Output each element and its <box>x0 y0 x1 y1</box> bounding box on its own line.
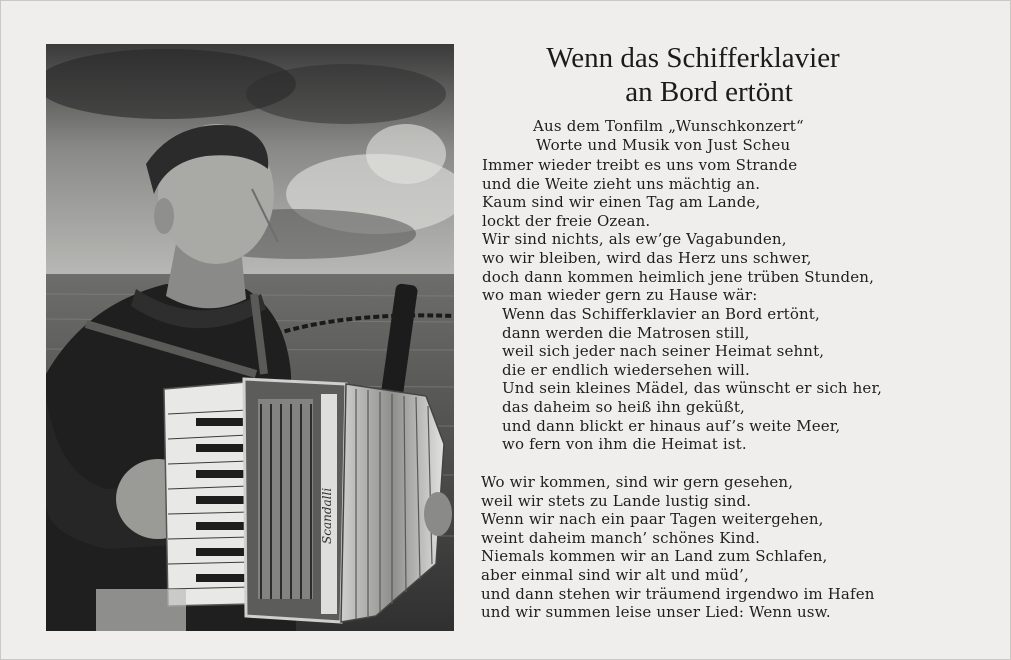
verse-line: Immer wieder treibt es uns vom Strande <box>482 156 798 174</box>
verse-line: und wir summen leise unser Lied: Wenn usw. <box>481 603 831 622</box>
refrain-line: wo fern von ihm die Heimat ist. <box>502 435 747 454</box>
refrain-line: und dann blickt er hinaus auf’s weite Meer, <box>502 416 841 435</box>
accordion-brand-label: Scandalli <box>320 487 334 544</box>
verse-line: wo man wieder gern zu Hause wär: <box>482 286 758 305</box>
refrain-line: Wenn das Schifferklavier an Bord ertönt, <box>502 305 820 323</box>
verse-line: Niemals kommen wir an Land zum Schlafen, <box>481 547 828 566</box>
refrain-line: Und sein kleines Mädel, das wünscht er sich her, <box>502 379 883 398</box>
verse-line: Kaum sind wir einen Tag am Lande, <box>482 193 761 212</box>
verse-line: doch dann kommen heimlich jene trüben Stunden, <box>482 267 874 286</box>
verse-2 <box>481 473 875 622</box>
verse-line: lockt der freie Ozean. <box>482 211 651 230</box>
author-credit: Worte und Musik von Just Scheu <box>536 136 791 154</box>
refrain-line: weil sich jeder nach seiner Heimat sehnt, <box>502 342 825 361</box>
refrain-line: das daheim so heiß ihn geküßt, <box>502 397 745 416</box>
verse-line: Wir sind nichts, als ew’ge Vagabunden, <box>482 230 787 249</box>
verse-line: und dann stehen wir träumend irgendwo im Hafen <box>481 584 875 603</box>
film-credit: Aus dem Tonfilm „Wunschkonzert“ <box>533 117 804 135</box>
song-title-line-2: an Bord ertönt <box>625 76 793 108</box>
verse-line: Wenn wir nach ein paar Tagen weitergehen, <box>481 510 824 529</box>
verse-line: weil wir stets zu Lande lustig sind. <box>481 491 752 510</box>
verse-1 <box>482 156 874 305</box>
accordion <box>164 379 444 622</box>
verse-line: aber einmal sind wir alt und müd’, <box>481 565 749 584</box>
refrain-line: die er endlich wiedersehen will. <box>502 360 750 379</box>
verse-line: und die Weite zieht uns mächtig an. <box>482 174 761 193</box>
verse-line: weint daheim manch’ schönes Kind. <box>481 528 761 547</box>
refrain-line: dann werden die Matrosen still, <box>502 323 750 342</box>
photo-illustration <box>46 44 454 631</box>
verse-line: wo wir bleiben, wird das Herz uns schwer, <box>482 248 812 267</box>
refrain <box>502 305 882 454</box>
verse-line: Wo wir kommen, sind wir gern gesehen, <box>481 473 794 491</box>
sailor-accordion-photo <box>46 44 454 631</box>
song-title-line-1: Wenn das Schifferklavier <box>546 42 840 74</box>
